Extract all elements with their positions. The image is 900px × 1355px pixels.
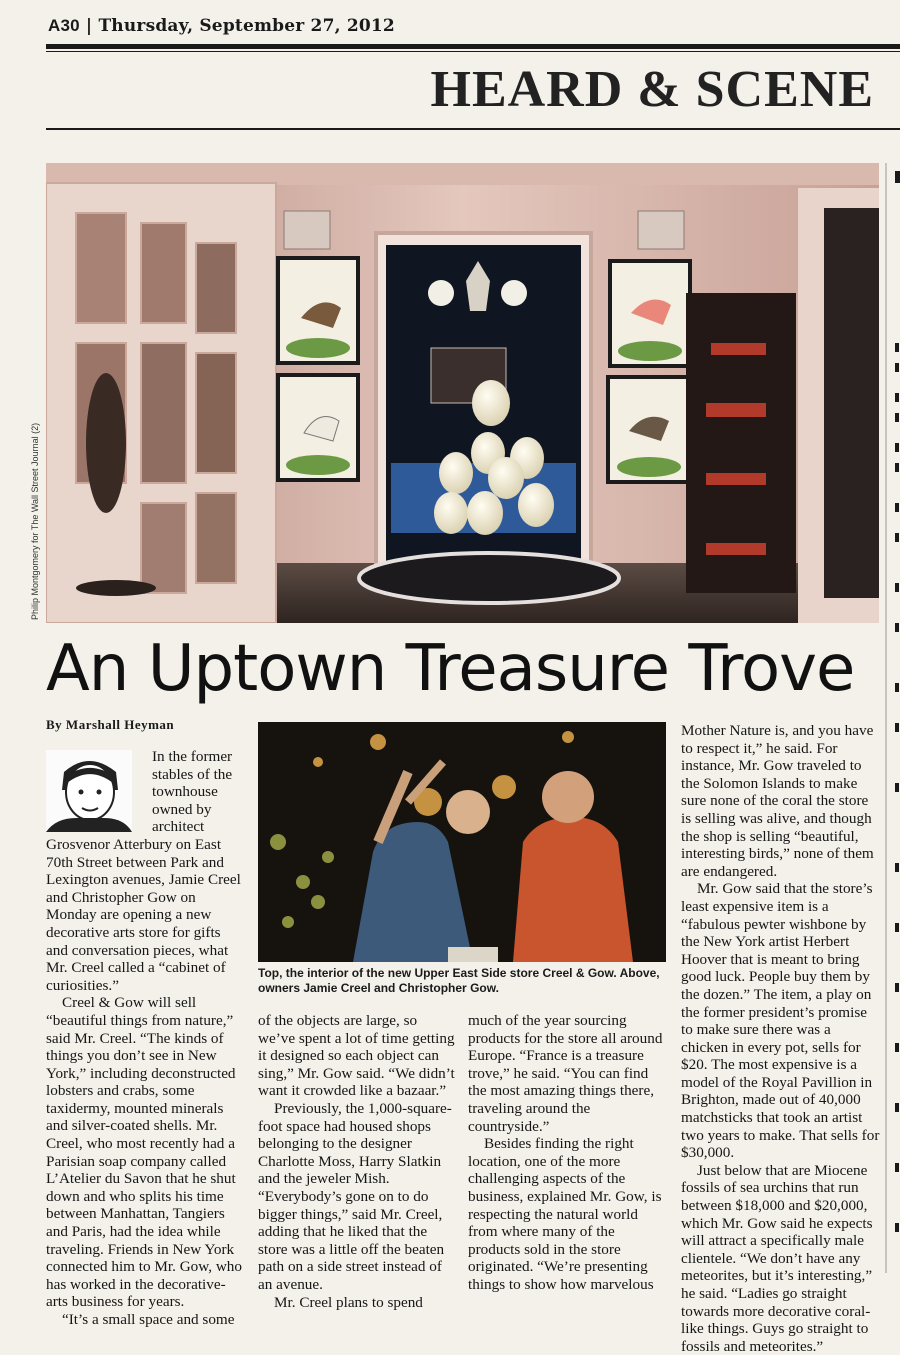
paragraph: Mr. Creel plans to spend <box>274 1293 423 1311</box>
top-rule-thin <box>46 51 900 52</box>
page-number: A30 <box>48 16 80 35</box>
paragraph: Mr. Gow said that the store’s least expensive item is a “fabulous pewter wishbone by the New York artist Herbert Hoover that is meant to bring good luck. People buy them by the dozen.” The item, a play on the former president’s promise to make sure there was a chicken in every pot, sells for $20. The most expensive is a model of the Royal Pavillion in Brighton, made out of 40,000 matchsticks that took an artist two years to make. That sells for $30,000. <box>681 880 880 1162</box>
column-4 <box>681 722 880 1355</box>
store-interior-photo <box>46 163 879 623</box>
paragraph: In the former stables of the townhouse owned by architect Grosvenor Atterbury on East 70th Street between Park and Lexington avenues, Jamie Creel and Christopher Gow on Monday are opening a new decorative arts store for gifts and conversation pieces, what Mr. Creel called a “cabinet of curiosities.” <box>46 748 241 994</box>
folio-separator: | <box>85 16 93 36</box>
column-2 <box>258 1012 458 1311</box>
photo-credit: Philip Montgomery for The Wall Street Journal (2) <box>30 422 40 620</box>
folio <box>48 16 395 36</box>
paragraph: Just below that are Miocene fossils of sea urchins that run between $18,000 and $20,000, which Mr. Gow said he expects will attract a specifically male clientele. “We don’t have any meteorites, but it’s interesting,” he said. “Ladies go straight towards more decorative coral-like things. Guys go straight to fossils and meteorites.” <box>681 1161 873 1355</box>
paragraph: Besides finding the right location, one of the more challenging aspects of the business, explained Mr. Gow, is respecting the natural world from where many of the products sold in the store originated. “We’re presenting things to show how marvelous <box>468 1135 662 1293</box>
paragraph: “It’s a small space and some <box>62 1311 235 1328</box>
top-rule <box>46 44 900 49</box>
section-rule <box>46 128 900 130</box>
paragraph: Mother Nature is, and you have to respect it,” he said. For instance, Mr. Gow traveled to the Solomon Islands to make sure none of the coral the store is selling was alive, and though the shop is selling “beautiful, interesting birds,” none of them are endangered. <box>681 722 874 880</box>
paragraph: Creel & Gow will sell “beautiful things from nature,” said Mr. Creel. “The kinds of things you don’t see in New York,” including deconstructed lobsters and crabs, some taxidermy, mounted minerals and silver-coated shells. Mr. Creel, who most recently had a Parisian soap company called L’Atelier du Savon that he shut down and who splits his time between Manhattan, Tangiers and Paris, had the idea while traveling. Friends in New York connected him to Mr. Gow, who has worked in the decorative-arts business for years. <box>46 994 242 1311</box>
adjacent-column-edge <box>885 163 900 1273</box>
portrait-float <box>46 748 152 834</box>
paragraph: Previously, the 1,000-square-foot space had housed shops belonging to the designer Charlotte Moss, Harry Slatkin and the jeweler Mish. “Everybody’s gone on to do bigger things,” said Mr. Creel, adding that he liked that the store was a little off the beaten path on a side street instead of an avenue. <box>258 1099 452 1293</box>
issue-date: Thursday, September 27, 2012 <box>98 16 395 36</box>
column-1 <box>46 748 246 1329</box>
paragraph: of the objects are large, so we’ve spent a lot of time getting it designed so each object can sing,” Mr. Gow said. “We didn’t want it crowded like a bazaar.” <box>258 1012 455 1100</box>
photo-caption: Top, the interior of the new Upper East Side store Creel & Gow. Above, owners Jamie Creel and Christopher Gow. <box>258 966 660 995</box>
headline: An Uptown Treasure Trove <box>46 632 855 706</box>
byline: By Marshall Heyman <box>46 717 175 732</box>
owners-photo <box>258 722 666 962</box>
column-3 <box>468 1012 668 1294</box>
paragraph: much of the year sourcing products for the store all around Europe. “France is a treasure trove,” he said. “You can find the most amazing things there, traveling around the countryside.” <box>468 1012 663 1135</box>
section-title: HEARD & SCENE <box>430 61 874 118</box>
